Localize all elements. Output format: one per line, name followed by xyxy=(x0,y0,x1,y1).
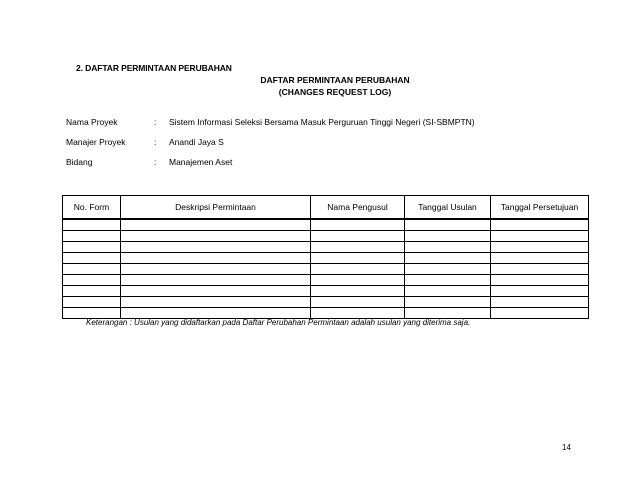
field-label: Bidang xyxy=(66,157,93,167)
header-nama-pengusul: Nama Pengusul xyxy=(311,196,405,220)
table-cell xyxy=(311,231,405,242)
footnote: Keterangan : Usulan yang didaftarkan pada Daftar Perubahan Permintaan adalah usulan yang diterima saja. xyxy=(86,318,471,327)
table-row xyxy=(63,308,589,319)
table-cell xyxy=(405,286,491,297)
table-cell xyxy=(311,219,405,231)
header-no-form: No. Form xyxy=(63,196,121,220)
table-cell xyxy=(121,275,311,286)
table-cell xyxy=(405,231,491,242)
table-row xyxy=(63,219,589,231)
project-separator: : xyxy=(154,117,157,127)
table-cell xyxy=(405,264,491,275)
project-label: Nama Proyek xyxy=(66,117,118,127)
table-cell xyxy=(63,242,121,253)
table-cell xyxy=(63,286,121,297)
table-cell xyxy=(311,253,405,264)
table-cell xyxy=(121,286,311,297)
table-cell xyxy=(63,253,121,264)
table-cell xyxy=(405,253,491,264)
header-tanggal-usulan: Tanggal Usulan xyxy=(405,196,491,220)
header-tanggal-persetujuan: Tanggal Persetujuan xyxy=(491,196,589,220)
table-cell xyxy=(121,253,311,264)
table-cell xyxy=(121,297,311,308)
document-title: DAFTAR PERMINTAAN PERUBAHAN xyxy=(260,75,410,85)
table-cell xyxy=(491,297,589,308)
table-cell xyxy=(405,297,491,308)
table-cell xyxy=(121,308,311,319)
table-cell xyxy=(405,308,491,319)
table-cell xyxy=(491,264,589,275)
table-cell xyxy=(63,308,121,319)
table-cell xyxy=(405,275,491,286)
manager-label: Manajer Proyek xyxy=(66,137,126,147)
table-cell xyxy=(63,231,121,242)
field-value: Manajemen Aset xyxy=(169,157,233,167)
table-cell xyxy=(311,242,405,253)
table-cell xyxy=(311,308,405,319)
table-body xyxy=(63,219,589,319)
field-separator: : xyxy=(154,157,157,167)
table-row xyxy=(63,264,589,275)
table-cell xyxy=(405,219,491,231)
table-cell xyxy=(491,308,589,319)
table-cell xyxy=(405,242,491,253)
table-cell xyxy=(491,253,589,264)
document-subtitle: (CHANGES REQUEST LOG) xyxy=(278,87,392,97)
table-header-row xyxy=(63,196,589,220)
section-heading: 2. DAFTAR PERMINTAAN PERUBAHAN xyxy=(76,63,232,73)
table-row xyxy=(63,275,589,286)
manager-value: Anandi Jaya S xyxy=(169,137,224,147)
table-cell xyxy=(63,264,121,275)
table-cell xyxy=(63,297,121,308)
table-cell xyxy=(311,264,405,275)
table-cell xyxy=(491,286,589,297)
table-row xyxy=(63,253,589,264)
table-cell xyxy=(311,275,405,286)
table-row xyxy=(63,242,589,253)
table-cell xyxy=(121,242,311,253)
table-cell xyxy=(311,297,405,308)
table-cell xyxy=(63,219,121,231)
table-cell xyxy=(491,275,589,286)
table-cell xyxy=(121,219,311,231)
project-value: Sistem Informasi Seleksi Bersama Masuk Perguruan Tinggi Negeri (SI-SBMPTN) xyxy=(169,117,475,127)
table-cell xyxy=(491,231,589,242)
table-cell xyxy=(121,231,311,242)
manager-separator: : xyxy=(154,137,157,147)
table-cell xyxy=(491,219,589,231)
table-row xyxy=(63,297,589,308)
page-number: 14 xyxy=(562,443,571,452)
table-row xyxy=(63,231,589,242)
table-row xyxy=(63,286,589,297)
table-cell xyxy=(491,242,589,253)
table-cell xyxy=(121,264,311,275)
table-cell xyxy=(311,286,405,297)
table-cell xyxy=(63,275,121,286)
header-deskripsi: Deskripsi Permintaan xyxy=(121,196,311,220)
change-request-table xyxy=(62,195,589,319)
